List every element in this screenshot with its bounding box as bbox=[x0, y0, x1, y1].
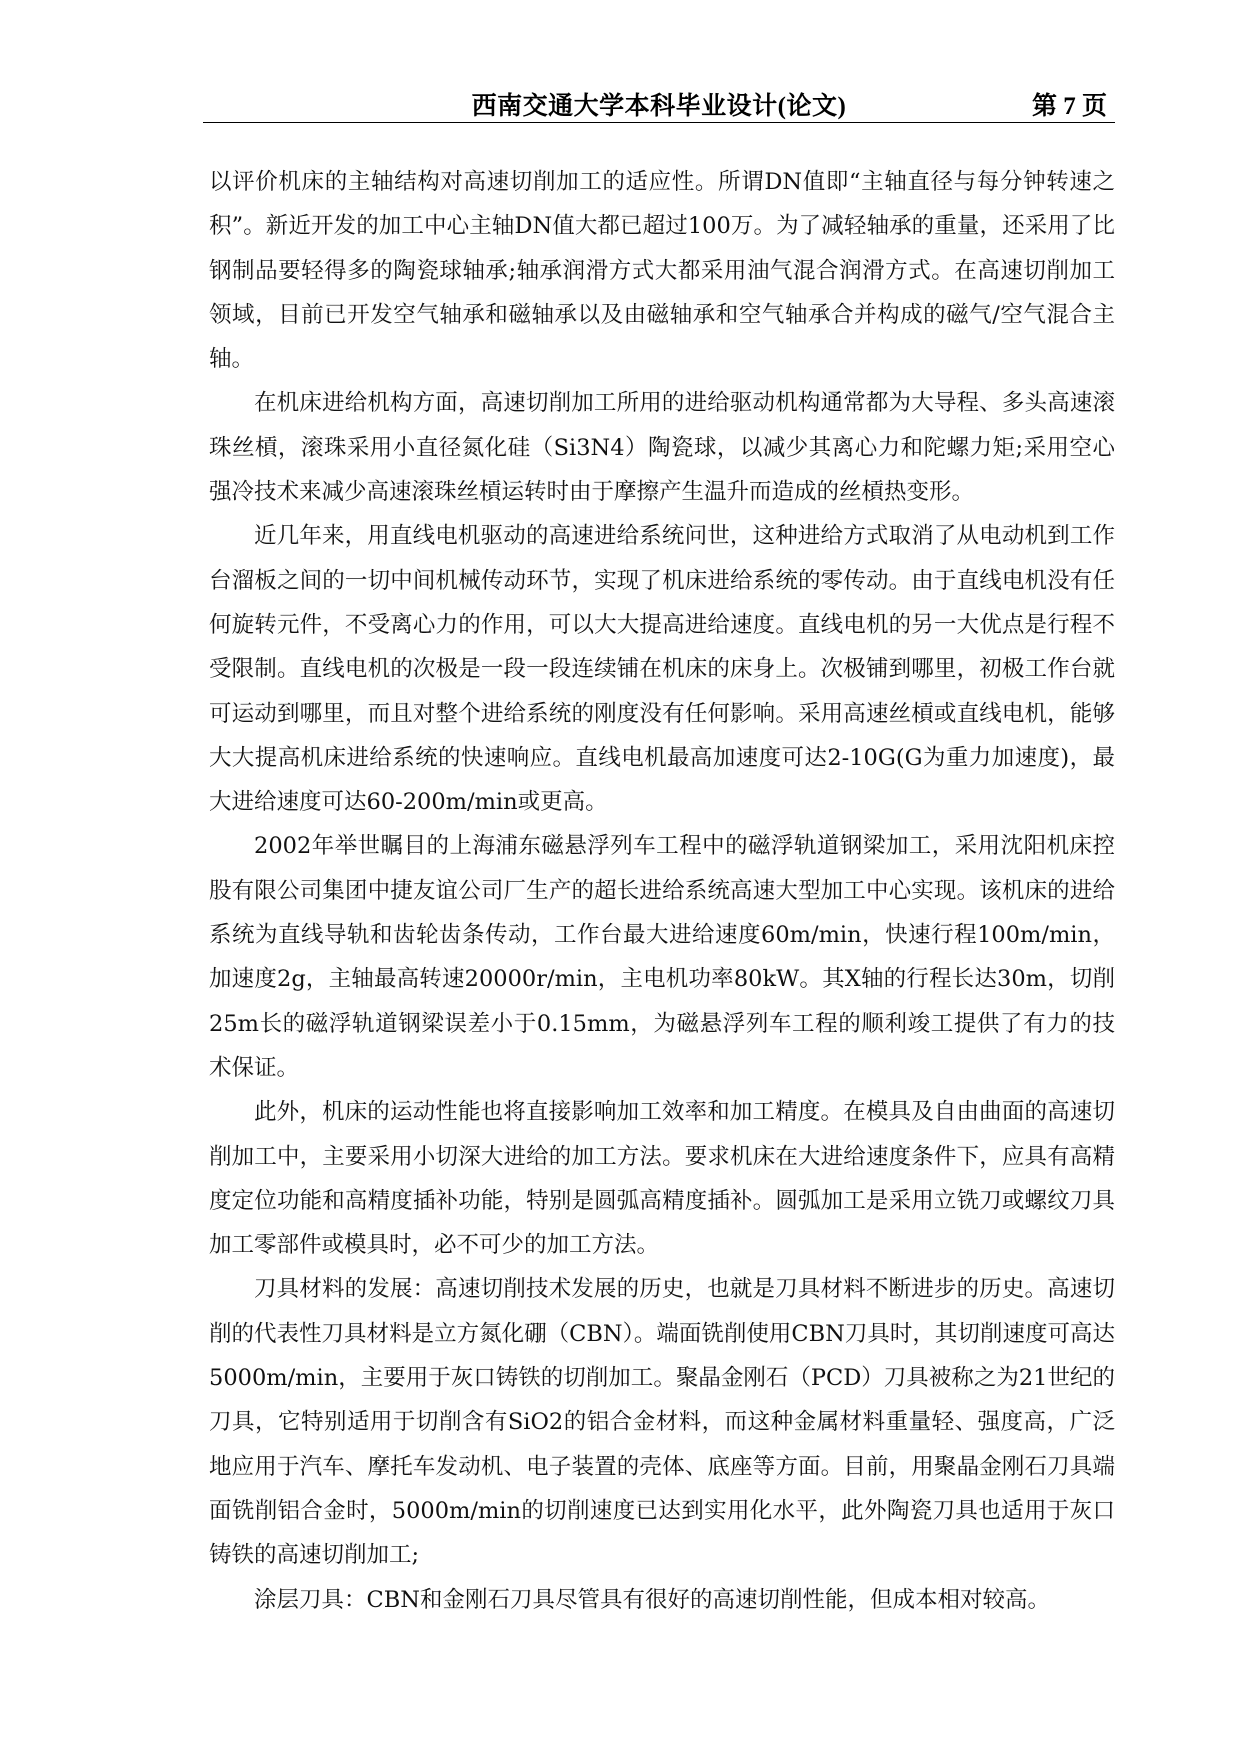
paragraph: 2002年举世瞩目的上海浦东磁悬浮列车工程中的磁浮轨道钢梁加工，采用沈阳机床控股有限公司集团中捷友谊公司厂生产的超长进给系统高速大型加工中心实现。该机床的进给系统为直线导轨和齿轮齿条传动，工作台最大进给速度60m/min，快速行程100m/min，加速度2g，主轴最高转速20000r/min，主电机功率80kW。其X轴的行程长达30m，切削25m长的磁浮轨道钢梁误差小于0.15mm，为磁悬浮列车工程的顺利竣工提供了有力的技术保证。 bbox=[209, 833, 1115, 1081]
paragraph: 刀具材料的发展：高速切削技术发展的历史，也就是刀具材料不断进步的历史。高速切削的代表性刀具材料是立方氮化硼（CBN）。端面铣削使用CBN刀具时，其切削速度可高达5000m/min，主要用于灰口铸铁的切削加工。聚晶金刚石（PCD）刀具被称之为21世纪的刀具，它特别适用于切削含有SiO2的铝合金材料，而这种金属材料重量轻、强度高，广泛地应用于汽车、摩托车发动机、电子装置的壳体、底座等方面。目前，用聚晶金刚石刀具端面铣削铝合金时，5000m/min的切削速度已达到实用化水平，此外陶瓷刀具也适用于灰口铸铁的高速切削加工; bbox=[209, 1276, 1115, 1569]
paragraph: 此外，机床的运动性能也将直接影响加工效率和加工精度。在模具及自由曲面的高速切削加工中，主要采用小切深大进给的加工方法。要求机床在大进给速度条件下，应具有高精度定位功能和高精度插补功能，特别是圆弧高精度插补。圆弧加工是采用立铣刀或螺纹刀具加工零部件或模具时，必不可少的加工方法。 bbox=[209, 1099, 1115, 1259]
header-rule bbox=[203, 122, 1115, 123]
paragraph: 在机床进给机构方面，高速切削加工所用的进给驱动机构通常都为大导程、多头高速滚珠丝槓，滚珠采用小直径氮化硅（Si3N4）陶瓷球，以减少其离心力和陀螺力矩;采用空心强冷技术来减少高速滚珠丝槓运转时由于摩擦产生温升而造成的丝槓热变形。 bbox=[209, 390, 1115, 506]
page-number: 第 7 页 bbox=[1031, 93, 1107, 120]
page-header bbox=[203, 86, 1115, 122]
header-title: 西南交通大学本科毕业设计(论文) bbox=[471, 93, 847, 120]
body-text bbox=[209, 160, 1115, 1622]
paragraph: 涂层刀具：CBN和金刚石刀具尽管具有很好的高速切削性能，但成本相对较高。 bbox=[254, 1586, 1050, 1613]
paragraph: 以评价机床的主轴结构对高速切削加工的适应性。所谓DN值即“主轴直径与每分钟转速之积”。新近开发的加工中心主轴DN值大都已超过100万。为了减轻轴承的重量，还采用了比钢制品要轻得多的陶瓷球轴承;轴承润滑方式大都采用油气混合润滑方式。在高速切削加工领域，目前已开发空气轴承和磁轴承以及由磁轴承和空气轴承合并构成的磁气/空气混合主轴。 bbox=[209, 169, 1115, 373]
paragraph: 近几年来，用直线电机驱动的高速进给系统问世，这种进给方式取消了从电动机到工作台溜板之间的一切中间机械传动环节，实现了机床进给系统的零传动。由于直线电机没有任何旋转元件，不受离心力的作用，可以大大提高进给速度。直线电机的另一大优点是行程不受限制。直线电机的次极是一段一段连续铺在机床的床身上。次极铺到哪里，初极工作台就可运动到哪里，而且对整个进给系统的刚度没有任何影响。采用高速丝槓或直线电机，能够大大提高机床进给系统的快速响应。直线电机最高加速度可达2-10G(G为重力加速度)，最大进给速度可达60-200m/min或更高。 bbox=[209, 523, 1115, 816]
